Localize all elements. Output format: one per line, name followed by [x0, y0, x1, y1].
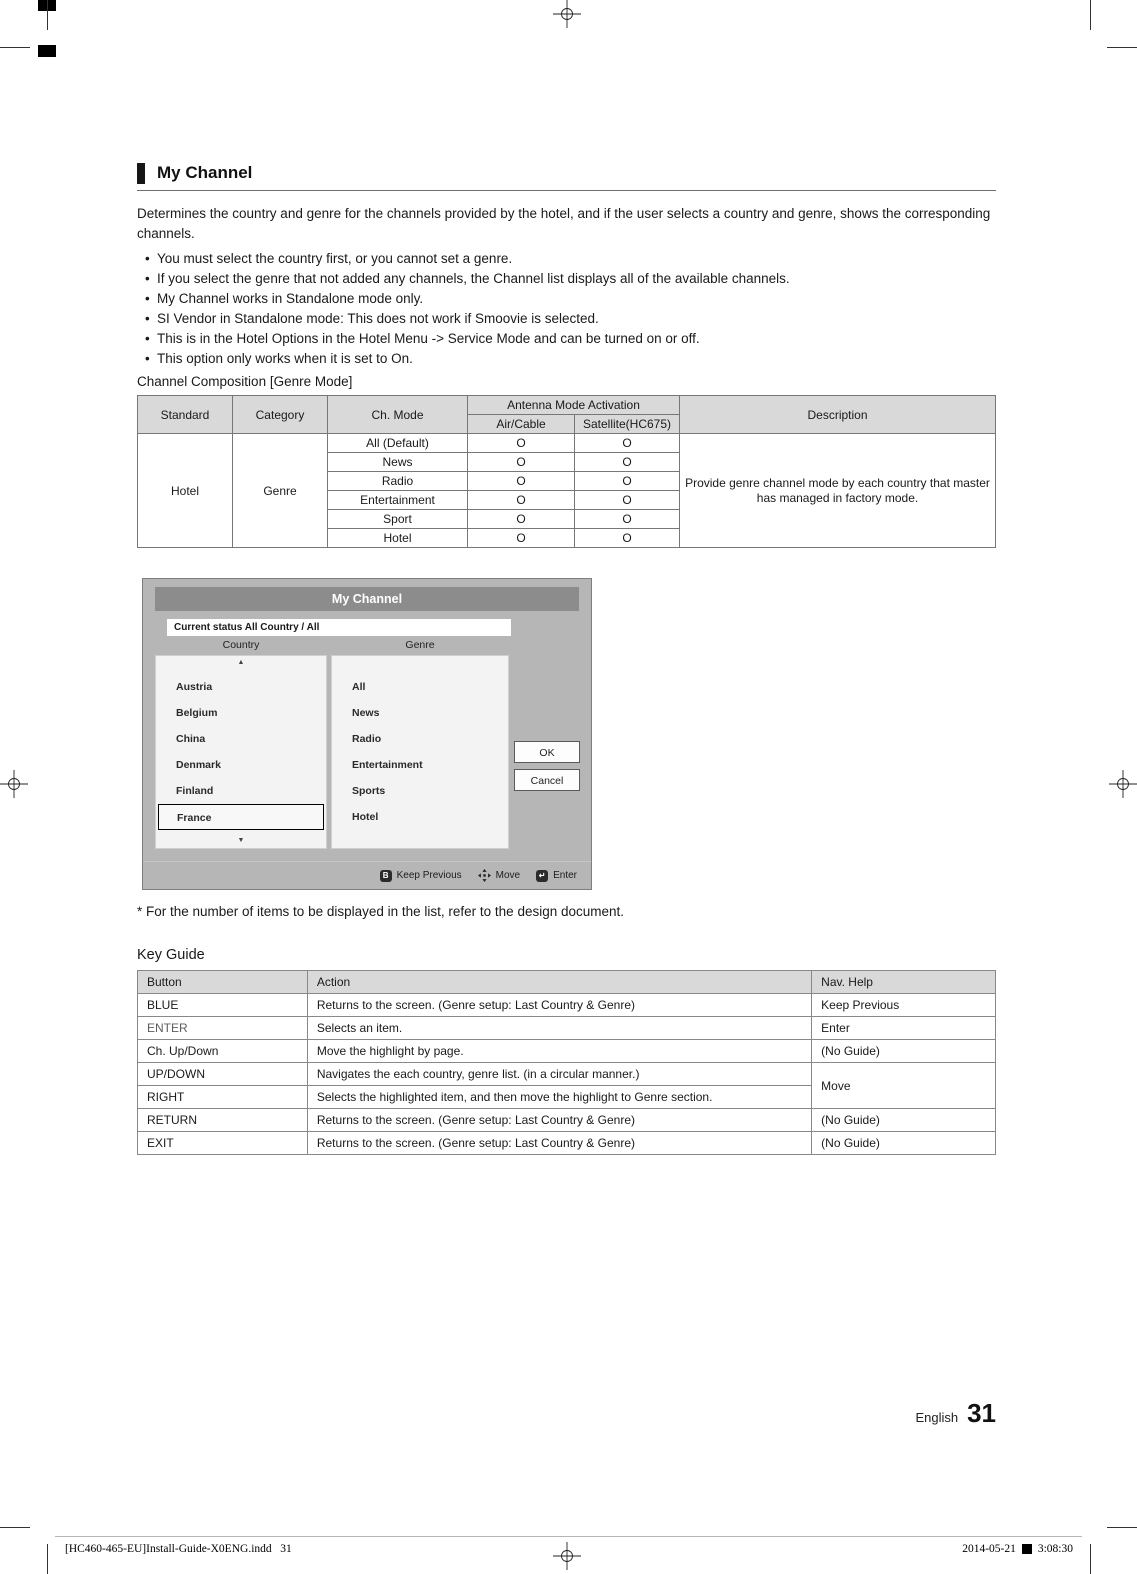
crop-mark — [0, 47, 30, 48]
nav-cell: Keep Previous — [812, 994, 996, 1017]
satellite-cell: O — [575, 510, 680, 529]
column-subheader: Satellite(HC675) — [575, 415, 680, 434]
key-guide-heading: Key Guide — [137, 947, 205, 963]
action-cell: Selects an item. — [307, 1017, 811, 1040]
list-item — [137, 269, 996, 289]
bullet-text: If you select the genre that not added any channels, the Channel list displays all of the available channels. — [157, 271, 790, 286]
tv-status-bar: Current status All Country / All — [167, 619, 511, 636]
nav-cell: (No Guide) — [812, 1109, 996, 1132]
genre-item: Radio — [352, 733, 382, 745]
imprint-filename: [HC460-465-EU]Install-Guide-X0ENG.indd 31 — [65, 1543, 292, 1555]
air-cable-cell: O — [468, 529, 575, 548]
country-items — [156, 656, 326, 830]
table-row — [138, 1017, 996, 1040]
cancel-button: Cancel — [514, 769, 580, 791]
selected-country-item: France — [158, 804, 324, 830]
imprint-timestamp — [962, 1543, 1073, 1555]
satellite-cell: O — [575, 472, 680, 491]
tv-title-bar: My Channel — [155, 587, 579, 611]
action-cell: Move the highlight by page. — [307, 1040, 811, 1063]
bullet-text: SI Vendor in Standalone mode: This does not work if Smoovie is selected. — [157, 311, 599, 326]
enter-label: Enter — [553, 870, 577, 881]
button-cell: ENTER — [138, 1017, 308, 1040]
air-cable-cell: O — [468, 491, 575, 510]
genre-items — [332, 656, 508, 830]
genre-item: All — [352, 681, 366, 693]
air-cable-cell: O — [468, 434, 575, 453]
genre-item: Sports — [352, 785, 386, 797]
enter-key-icon: ↵ — [536, 870, 548, 882]
button-cell: RIGHT — [138, 1086, 308, 1109]
intro-text: Determines the country and genre for the channels provided by the hotel, and if the user selects a country and genre, shows the corresponding channels. — [137, 206, 991, 241]
registration-mark — [1109, 770, 1137, 798]
air-cable-cell: O — [468, 453, 575, 472]
country-item: China — [176, 733, 206, 745]
table-row — [138, 1063, 996, 1086]
action-cell: Navigates the each country, genre list. (in a circular manner.) — [307, 1063, 811, 1086]
registration-mark — [553, 0, 581, 28]
country-item: Austria — [176, 681, 213, 693]
action-cell: Returns to the screen. (Genre setup: Last Country & Genre) — [307, 1132, 811, 1155]
table-row — [138, 1040, 996, 1063]
section-header — [137, 160, 996, 186]
mode-cell: Radio — [328, 472, 468, 491]
bullet-icon: • — [145, 251, 150, 266]
button-cell: UP/DOWN — [138, 1063, 308, 1086]
crop-mark — [47, 1544, 48, 1574]
page-title: My Channel — [157, 163, 253, 182]
nav-cell: (No Guide) — [812, 1040, 996, 1063]
list-item — [137, 349, 996, 369]
button-cell: Ch. Up/Down — [138, 1040, 308, 1063]
list-item — [137, 249, 996, 269]
slug-divider — [55, 1536, 1082, 1537]
mode-cell: Sport — [328, 510, 468, 529]
mode-cell: News — [328, 453, 468, 472]
title-divider — [137, 190, 996, 191]
footnote-text: * For the number of items to be displayed in the list, refer to the design document. — [137, 904, 625, 919]
keep-previous-label: Keep Previous — [396, 870, 462, 881]
move-icon — [478, 869, 491, 882]
column-header: Description — [680, 396, 996, 434]
list-item — [137, 289, 996, 309]
page-content — [137, 160, 996, 1155]
crop-mark — [1090, 0, 1091, 30]
bullet-text: This is in the Hotel Options in the Hotel Menu -> Service Mode and can be turned on or off. — [157, 331, 700, 346]
timestamp-icon — [1022, 1544, 1032, 1554]
crop-mark — [47, 0, 48, 30]
column-header: Category — [233, 396, 328, 434]
satellite-cell: O — [575, 491, 680, 510]
column-header: Button — [138, 971, 308, 994]
nav-cell: (No Guide) — [812, 1132, 996, 1155]
country-item: Belgium — [176, 707, 218, 719]
bullet-icon: • — [145, 291, 150, 306]
action-cell: Returns to the screen. (Genre setup: Last Country & Genre) — [307, 1109, 811, 1132]
button-cell: EXIT — [138, 1132, 308, 1155]
satellite-cell: O — [575, 453, 680, 472]
crop-mark — [1107, 47, 1137, 48]
genre-column-label: Genre — [405, 639, 435, 651]
key-guide-table — [137, 970, 996, 1155]
language-label: English — [915, 1410, 959, 1425]
crop-mark — [0, 1527, 30, 1528]
air-cable-cell: O — [468, 472, 575, 491]
country-item: Denmark — [176, 759, 221, 771]
genre-item: Hotel — [352, 811, 379, 823]
country-column-label: Country — [222, 639, 260, 651]
nav-cell: Move — [812, 1063, 996, 1109]
page-number: 31 — [967, 1398, 996, 1428]
bullet-text: My Channel works in Standalone mode only. — [157, 291, 424, 306]
color-bar — [38, 45, 56, 57]
mode-cell: Hotel — [328, 529, 468, 548]
mode-cell: Entertainment — [328, 491, 468, 510]
scroll-up-icon: ▲ — [237, 659, 245, 666]
column-header: Nav. Help — [812, 971, 996, 994]
column-header: Action — [307, 971, 811, 994]
column-header: Antenna Mode Activation — [468, 396, 680, 415]
table-row — [138, 1109, 996, 1132]
blue-key-icon: B — [380, 870, 392, 882]
mode-cell: All (Default) — [328, 434, 468, 453]
imprint-time: 3:08:30 — [1037, 1543, 1073, 1555]
tv-key-hints — [143, 861, 591, 889]
move-label: Move — [495, 870, 521, 881]
bullet-icon: • — [145, 311, 150, 326]
genre-item: News — [352, 707, 380, 719]
air-cable-cell: O — [468, 510, 575, 529]
list-item — [137, 329, 996, 349]
scroll-down-icon: ▼ — [237, 837, 245, 844]
satellite-cell: O — [575, 529, 680, 548]
action-cell: Returns to the screen. (Genre setup: Last Country & Genre) — [307, 994, 811, 1017]
table-row — [138, 994, 996, 1017]
bullet-text: This option only works when it is set to On. — [157, 351, 413, 366]
genre-item: Entertainment — [352, 759, 423, 771]
table-row — [138, 434, 996, 453]
button-cell: BLUE — [138, 994, 308, 1017]
bullet-icon: • — [145, 331, 150, 346]
bullet-text: You must select the country first, or you cannot set a genre. — [157, 251, 513, 266]
composition-table — [137, 395, 996, 548]
column-subheader: Air/Cable — [468, 415, 575, 434]
imprint-date: 2014-05-21 — [962, 1543, 1016, 1555]
composition-heading: Channel Composition [Genre Mode] — [137, 374, 353, 389]
category-cell: Genre — [233, 434, 328, 548]
nav-cell: Enter — [812, 1017, 996, 1040]
button-cell: RETURN — [138, 1109, 308, 1132]
registration-mark — [0, 770, 28, 798]
list-item — [137, 309, 996, 329]
table-row — [138, 1132, 996, 1155]
column-header: Standard — [138, 396, 233, 434]
action-cell: Selects the highlighted item, and then move the highlight to Genre section. — [307, 1086, 811, 1109]
country-item: Finland — [176, 785, 214, 797]
bullet-icon: • — [145, 351, 150, 366]
crop-mark — [1107, 1527, 1137, 1528]
satellite-cell: O — [575, 434, 680, 453]
section-marker-icon — [137, 163, 145, 184]
registration-mark — [553, 1542, 581, 1570]
crop-mark — [1090, 1544, 1091, 1574]
country-list — [155, 655, 327, 849]
bullet-list — [137, 249, 996, 369]
genre-list — [331, 655, 509, 849]
description-cell: Provide genre channel mode by each country that master has managed in factory mode. — [680, 434, 996, 548]
tv-screenshot — [142, 578, 592, 890]
column-header: Ch. Mode — [328, 396, 468, 434]
bullet-icon: • — [145, 271, 150, 286]
ok-button: OK — [514, 741, 580, 763]
page-number-block — [915, 1398, 996, 1429]
standard-cell: Hotel — [138, 434, 233, 548]
